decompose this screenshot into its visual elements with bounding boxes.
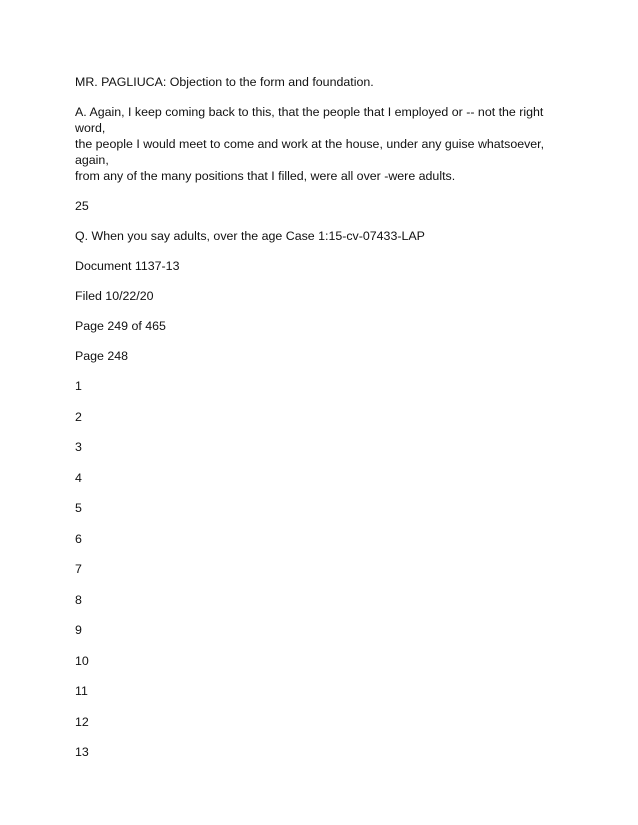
page-number: Page 248: [75, 349, 129, 363]
line-number: 7: [75, 562, 82, 576]
speaker-objection-line: MR. PAGLIUCA: Objection to the form and foundation.: [75, 75, 374, 89]
line-number: 11: [75, 684, 88, 698]
question-line: Q. When you say adults, over the age Case 1:15-cv-07433-LAP: [75, 229, 425, 243]
line-number: 10: [75, 653, 89, 668]
answer-line-2: the people I would meet to come and work at the house, under any guise whatsoever, again,: [75, 137, 545, 167]
line-number: 12: [75, 714, 89, 729]
line-number: 8: [75, 592, 82, 607]
line-number: 4: [75, 470, 82, 485]
line-number-list: [75, 378, 575, 760]
line-number: 9: [75, 623, 82, 637]
filed-date: Filed 10/22/20: [75, 289, 154, 303]
answer-paragraph: [75, 104, 575, 184]
line-number: 5: [75, 501, 82, 515]
answer-line-1: A. Again, I keep coming back to this, that the people that I employed or -- not the right word,: [75, 105, 544, 135]
line-number: 3: [75, 440, 82, 454]
line-number: 2: [75, 409, 82, 424]
line-number-25: 25: [75, 199, 89, 213]
line-number: 6: [75, 531, 82, 546]
answer-line-3: from any of the many positions that I filled, were all over -were adults.: [75, 169, 456, 183]
page-of-total: Page 249 of 465: [75, 319, 166, 333]
document-page: [75, 74, 575, 775]
line-number: 1: [75, 379, 82, 393]
document-number: Document 1137-13: [75, 259, 180, 273]
line-number: 13: [75, 745, 89, 759]
